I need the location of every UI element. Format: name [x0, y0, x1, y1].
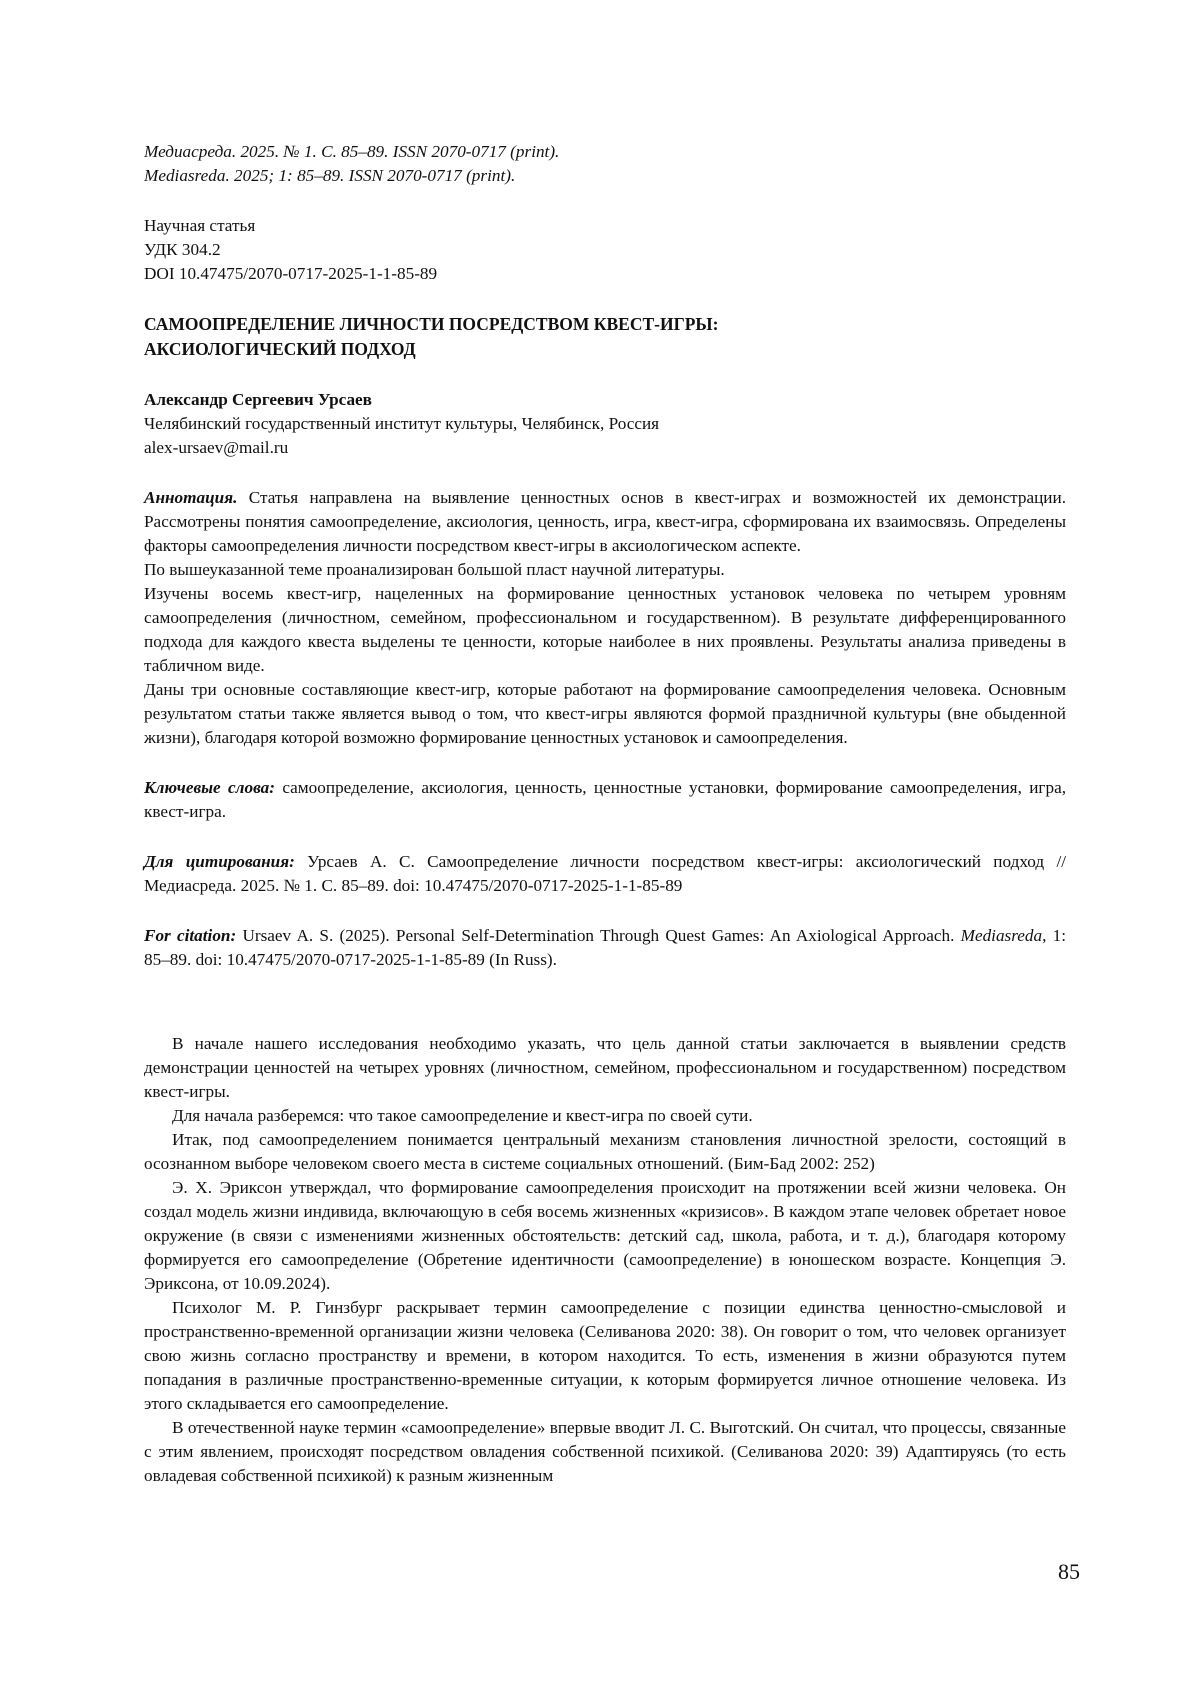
journal-citation-ru: Медиасреда. 2025. № 1. С. 85–89. ISSN 2070-0717 (print). [144, 142, 560, 161]
citation-en-journal: Mediasreda [960, 926, 1043, 945]
body-paragraph: В начале нашего исследования необходимо указать, что цель данной статьи заключается в выявлении средств демонстрации ценностей на четырех уровнях (личностном, семейном, профессиональном и государственном) посредством квест-игры. [144, 1034, 1066, 1101]
body-paragraph: Для начала разберемся: что такое самоопределение и квест-игра по своей сути. [172, 1106, 753, 1125]
body-paragraph: Э. Х. Эриксон утверждал, что формирование самоопределения происходит на протяжении всей жизни человека. Он создал модель жизни индивида, включающую в себя восемь жизненных «кризисов». В каждом этапе человек обретает новое окружение (в связи с изменениями жизненных обстоятельств: детский сад, школа, работа, и т. д.), благодаря которому формируется его самоопределение (Обретение идентичности (самоопределение) в юношеском возрасте. Концепция Э. Эриксона, от 10.09.2024). [144, 1178, 1066, 1293]
citation-en-text-tail: , 1: 85–89. doi: 10.47475/2070-0717-2025-1-1-85-89 (In Russ). [144, 926, 1067, 969]
author-affiliation: Челябинский государственный институт культуры, Челябинск, Россия [144, 414, 660, 433]
author-name: Александр Сергеевич Урсаев [144, 390, 372, 409]
abstract-paragraph-1: Статья направлена на выявление ценностных основ в квест-играх и возможностей их демонстрации. Рассмотрены понятия самоопределение, аксиология, ценность, игра, квест-игра, сформирована их взаимосвязь. Определены факторы самоопределения личности посредством квест-игры в аксиологическом аспекте. [144, 488, 1066, 555]
citation-en-text: Ursaev A. S. (2025). Personal Self-Determination Through Quest Games: An Axiological Approach. [242, 926, 955, 945]
article-meta [144, 214, 1066, 286]
body-paragraph: Психолог М. Р. Гинзбург раскрывает термин самоопределение с позиции единства ценностно-смысловой и пространственно-временной организации жизни человека (Селиванова 2020: 38). Он говорит о том, что человек организует свою жизнь согласно пространству и времени, в котором находится. То есть, изменения в жизни образуются путем попадания в различные пространственно-временные ситуации, к которым формируется личное отношение человека. Из этого складывается его самоопределение. [144, 1298, 1066, 1413]
author-email: alex-ursaev@mail.ru [144, 438, 289, 457]
article-type: Научная статья [144, 216, 256, 235]
citation-ru [144, 850, 1066, 898]
abstract-paragraph-3: Изучены восемь квест-игр, нацеленных на формирование ценностных установок человека по четырем уровням самоопределения (личностном, семейном, профессиональном и государственном). В результате дифференцированного подхода для каждого квеста выделены те ценности, которые наиболее в них проявлены. Результаты анализа приведены в табличном виде. [144, 584, 1066, 675]
citation-en [144, 924, 1066, 972]
citation-ru-label: Для цитирования: [144, 852, 295, 871]
author-block [144, 388, 1066, 460]
body-paragraph: В отечественной науке термин «самоопределение» впервые вводит Л. С. Выготский. Он считал, что процессы, связанные с этим явлением, происходят посредством овладения собственной психикой. (Селиванова 2020: 39) Адаптируясь (то есть овладевая собственной психикой) к разным жизненным [144, 1418, 1066, 1485]
page-content [144, 140, 1066, 1488]
title-line-2: АКСИОЛОГИЧЕСКИЙ ПОДХОД [144, 339, 416, 359]
title-line-1: САМООПРЕДЕЛЕНИЕ ЛИЧНОСТИ ПОСРЕДСТВОМ КВЕСТ-ИГРЫ: [144, 314, 719, 334]
keywords [144, 776, 1066, 824]
page-number: 85 [1058, 1559, 1080, 1584]
abstract [144, 486, 1066, 750]
keywords-label: Ключевые слова: [144, 778, 275, 797]
keywords-text: самоопределение, аксиология, ценность, ценностные установки, формирование самоопределения, игра, квест-игра. [144, 778, 1067, 821]
abstract-paragraph-2: По вышеуказанной теме проанализирован большой пласт научной литературы. [144, 560, 725, 579]
article-title [144, 312, 1066, 362]
article-body [144, 1032, 1066, 1488]
journal-header [144, 140, 1066, 188]
udk-code: УДК 304.2 [144, 240, 221, 259]
journal-citation-en: Mediasreda. 2025; 1: 85–89. ISSN 2070-0717 (print). [144, 166, 516, 185]
doi: DOI 10.47475/2070-0717-2025-1-1-85-89 [144, 264, 438, 283]
body-paragraph: Итак, под самоопределением понимается центральный механизм становления личностной зрелости, состоящий в осознанном выборе человеком своего места в системе социальных отношений. (Бим-Бад 2002: 252) [144, 1130, 1066, 1173]
abstract-paragraph-4: Даны три основные составляющие квест-игр, которые работают на формирование самоопределения человека. Основным результатом статьи также является вывод о том, что квест-игры являются формой праздничной культуры (вне обыденной жизни), благодаря которой возможно формирование ценностных установок и самоопределения. [144, 680, 1066, 747]
abstract-label: Аннотация. [144, 488, 238, 507]
citation-ru-text: Урсаев А. С. Самоопределение личности посредством квест-игры: аксиологический подход // Медиасреда. 2025. № 1. С. 85–89. doi: 10.47475/2070-0717-2025-1-1-85-89 [144, 852, 1067, 895]
citation-en-label: For citation: [144, 926, 237, 945]
